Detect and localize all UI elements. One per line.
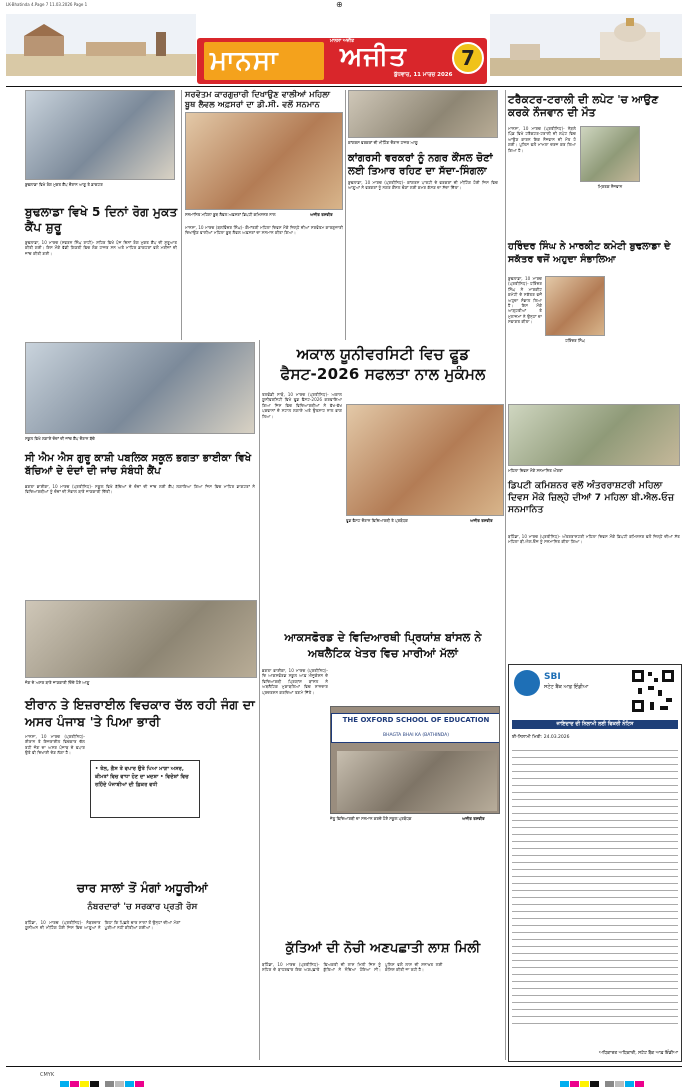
- masthead-left-photo: [6, 14, 196, 76]
- women-honour-body: ਮਾਨਸਾ, 10 ਮਾਰਚ (ਬਲਵਿੰਦਰ ਸਿੰਘ)- ਕੌਮਾਂਤਰੀ ਮਹਿਲਾ ਦਿਵਸ ਮੌਕੇ ਜ਼ਿਲ੍ਹੇ ਦੀਆਂ ਸਰਵੋਤਮ ਕਾਰਗੁਜ਼ਾਰੀ ਦਿਖਾਉਣ ਵਾਲੀਆਂ ਮਹਿਲਾ ਬੂਥ ਲੈਵਲ ਅਫ਼ਸਰਾਂ ਦਾ ਸਨਮਾਨ ਕੀਤਾ ਗਿਆ।: [185, 225, 343, 236]
- women-day-headline: ਡਿਪਟੀ ਕਮਿਸ਼ਨਰ ਵਲੋਂ ਅੰਤਰਰਾਸ਼ਟਰੀ ਮਹਿਲਾ ਦਿਵਸ ਮੌਕੇ ਜ਼ਿਲ੍ਹੇ ਦੀਆਂ 7 ਮਹਿਲਾ ਬੀ.ਐਲ.ਓਜ਼ ਸਨਮਾਨਿਤ: [508, 481, 675, 515]
- tractor-body-cont: [580, 194, 680, 232]
- sbi-logo-icon: [514, 670, 540, 696]
- akal-univ-body-cont: [262, 528, 504, 620]
- iran-war-pullquote: • ਤੇਲ, ਗੈਸ ਤੇ ਵਪਾਰ ਉਤੇ ਪਿਆ ਮਾੜਾ ਅਸਰ, ਕੀਮਤਾਂ ਵਿਚ ਵਾਧਾ ਹੋਣ ਦਾ ਖ਼ਦਸ਼ਾ • ਵਿਦੇਸ਼ਾਂ ਵਿਚ ਰਹਿੰਦੇ ਪੰਜਾਬੀਆਂ ਦੀ ਫ਼ਿਕਰ ਵਧੀ: [90, 760, 200, 818]
- masthead-rule: [6, 86, 682, 87]
- masthead-right-word: ਅਜੀਤ: [340, 42, 407, 72]
- akal-univ-photo: [346, 404, 504, 516]
- color-bar: [560, 1072, 645, 1089]
- akal-univ-body: ਤਲਵੰਡੀ ਸਾਬੋ, 10 ਮਾਰਚ (ਪ੍ਰਤੀਨਿਧ)- ਅਕਾਲ ਯੂਨੀਵਰਸਿਟੀ ਵਿਖੇ ਫੂਡ ਫੈਸਟ-2026 ਕਰਵਾਇਆ ਗਿਆ ਜਿਸ ਵਿਚ ਵਿਦਿਆਰਥੀਆਂ ਨੇ ਵੱਖ-ਵੱਖ ਪਕਵਾਨਾਂ ਦੇ ਸਟਾਲ ਲਗਾਏ ਅਤੇ ਉਤਸ਼ਾਹ ਨਾਲ ਭਾਗ ਲਿਆ।: [262, 392, 342, 419]
- oxford-banner: THE OXFORD SCHOOL OF EDUCATION: [342, 716, 490, 724]
- harinder-portrait: [545, 276, 605, 336]
- harinder-headline: ਹਰਿੰਦਰ ਸਿੰਘ ਨੇ ਮਾਰਕੀਟ ਕਮੇਟੀ ਬੁਢਲਾਡਾ ਦੇ ਸਕੱਤਰ ਵਜੋਂ ਅਹੁਦਾ ਸੰਭਾਲਿਆ: [508, 241, 671, 265]
- tractor-headline: ਟਰੈਕਟਰ-ਟਰਾਲੀ ਦੀ ਲਪੇਟ 'ਚ ਆਉਣ ਕਰਕੇ ਨੌਜਵਾਨ ਦੀ ਮੌਤ: [508, 94, 659, 119]
- sbi-footer: ਅਧਿਕਾਰਤ ਅਧਿਕਾਰੀ, ਸਟੇਟ ਬੈਂਕ ਆਫ਼ ਇੰਡੀਆ: [599, 1051, 678, 1056]
- buds-camp-photo-caption: ਬੁਢਲਾਡਾ ਵਿਖੇ ਰੋਗ ਮੁਕਤ ਕੈਂਪ ਦੌਰਾਨ ਆਗੂ ਤੇ ਡਾਕਟਰ: [25, 182, 103, 187]
- sbi-notice-table: [512, 744, 678, 1044]
- iran-war-headline: ਈਰਾਨ ਤੇ ਇਜ਼ਰਾਈਲ ਵਿਚਕਾਰ ਚੱਲ ਰਹੀ ਜੰਗ ਦਾ ਅਸਰ ਪੰਜਾਬ 'ਤੇ ਪਿਆ ਭਾਰੀ: [25, 697, 255, 729]
- iran-war-body-cont: [204, 734, 260, 864]
- women-day-photo: [508, 404, 680, 466]
- harinder-body-cont: [608, 276, 680, 400]
- oxford-headline: ਆਕਸਫੋਰਡ ਦੇ ਵਿਦਿਆਰਥੀ ਪ੍ਰਿਯਾਂਸ਼ ਬਾਂਸਲ ਨੇ ਅਥਲੈਟਿਕ ਖੇਤਰ ਵਿਚ ਮਾਰੀਆਂ ਮੱਲਾਂ: [284, 631, 482, 660]
- column-rule: [259, 340, 260, 1060]
- column-rule: [505, 90, 506, 1060]
- tractor-body: ਮਾਨਸਾ, 10 ਮਾਰਚ (ਪ੍ਰਤੀਨਿਧ)- ਨੇੜਲੇ ਪਿੰਡ ਵਿਖੇ ਟਰੈਕਟਰ-ਟਰਾਲੀ ਦੀ ਲਪੇਟ ਵਿਚ ਆਉਣ ਕਾਰਨ ਇਕ ਨੌਜਵਾਨ ਦੀ ਮੌਤ ਹੋ ਗਈ। ਪੁਲਿਸ ਵਲੋਂ ਮਾਮਲਾ ਦਰਜ ਕਰ ਲਿਆ ਗਿਆ ਹੈ।: [508, 126, 576, 153]
- masthead-right-photo: [490, 14, 682, 76]
- qr-code-icon: [630, 668, 676, 714]
- masthead-left-word: ਮਾਨਸਾ: [210, 46, 279, 76]
- footer-rule: [6, 1066, 682, 1067]
- oxford-body: ਭਗਤਾ ਭਾਈਕਾ, 10 ਮਾਰਚ (ਪ੍ਰਤੀਨਿਧ)- ਦਿ ਆਕਸਫੋਰਡ ਸਕੂਲ ਆਫ਼ ਐਜੂਕੇਸ਼ਨ ਦੇ ਵਿਦਿਆਰਥੀ ਪ੍ਰਿਯਾਂਸ਼ ਬਾਂਸਲ ਨੇ ਅਥਲੈਟਿਕ ਮੁਕਾਬਲਿਆਂ ਵਿਚ ਸ਼ਾਨਦਾਰ ਪ੍ਰਦਰਸ਼ਨ ਕਰਦਿਆਂ ਤਗਮੇ ਜਿੱਤੇ।: [262, 668, 328, 695]
- akal-univ-headline: ਅਕਾਲ ਯੂਨੀਵਰਸਿਟੀ ਵਿਚ ਫੂਡ ਫੈਸਟ-2026 ਸਫਲਤਾ ਨਾਲ ਮੁਕੰਮਲ: [280, 345, 486, 383]
- oxford-caption: ਜੇਤੂ ਵਿਦਿਆਰਥੀ ਦਾ ਸਨਮਾਨ ਕਰਦੇ ਹੋਏ ਸਕੂਲ ਪ੍ਰਬੰਧਕ: [330, 816, 412, 821]
- page-number: 7: [461, 46, 475, 70]
- akal-univ-caption: ਫੂਡ ਫੈਸਟ ਦੌਰਾਨ ਵਿਦਿਆਰਥੀ ਤੇ ਪ੍ਰਬੰਧਕ: [346, 518, 408, 523]
- sbi-title: ਸਟੇਟ ਬੈਂਕ ਆਫ਼ ਇੰਡੀਆ: [544, 684, 589, 690]
- color-bar: [60, 1072, 145, 1089]
- women-honour-caption: ਸਨਮਾਨਿਤ ਮਹਿਲਾ ਬੂਥ ਲੈਵਲ ਅਫ਼ਸਰਾਂ ਡਿਪਟੀ ਕਮਿਸ਼ਨਰ ਨਾਲ: [185, 212, 276, 217]
- sbi-notice-line: ਈ-ਨਿਲਾਮੀ ਮਿਤੀ: 24.03.2026: [512, 735, 570, 740]
- column-rule: [181, 90, 182, 340]
- women-day-body: ਬਠਿੰਡਾ, 10 ਮਾਰਚ (ਪ੍ਰਤੀਨਿਧ)- ਅੰਤਰਰਾਸ਼ਟਰੀ ਮਹਿਲਾ ਦਿਵਸ ਮੌਕੇ ਡਿਪਟੀ ਕਮਿਸ਼ਨਰ ਵਲੋਂ ਜ਼ਿਲ੍ਹੇ ਦੀਆਂ ਸੱਤ ਮਹਿਲਾ ਬੀ.ਐਲ.ਓਜ਼ ਨੂੰ ਸਨਮਾਨਿਤ ਕੀਤਾ ਗਿਆ।: [508, 534, 680, 545]
- masthead-kicker: ਮਾਨਸਾ ਅਜੀਤ: [330, 39, 354, 44]
- cmyk-label: CMYK: [40, 1072, 55, 1078]
- women-honour-headline: ਸਰਵੋਤਮ ਕਾਰਗੁਜ਼ਾਰੀ ਦਿਖਾਉਣ ਵਾਲੀਆਂ ਮਹਿਲਾ ਬੂਥ ਲੈਵਲ ਅਫ਼ਸਰਾਂ ਦਾ ਡੀ.ਸੀ. ਵਲੋਂ ਸਨਮਾਨ: [185, 90, 331, 109]
- congress-photo: [348, 90, 498, 138]
- buds-camp-photo: [25, 90, 175, 180]
- women-honour-photo: [185, 112, 343, 210]
- congress-body: ਬੁਢਲਾਡਾ, 10 ਮਾਰਚ (ਪ੍ਰਤੀਨਿਧ)- ਕਾਂਗਰਸ ਪਾਰਟੀ ਦੇ ਵਰਕਰਾਂ ਦੀ ਮੀਟਿੰਗ ਹੋਈ ਜਿਸ ਵਿਚ ਆਗੂਆਂ ਨੇ ਵਰਕਰਾਂ ਨੂੰ ਨਗਰ ਕੌਂਸਲ ਚੋਣਾਂ ਲਈ ਕਮਰ ਕੱਸਣ ਦਾ ਸੱਦਾ ਦਿੱਤਾ।: [348, 180, 498, 191]
- iran-war-photo: [25, 600, 257, 678]
- page-slug: LK-Bhatinda 4.Page 7 11.03.2026 Page 1: [6, 2, 88, 7]
- buds-camp-headline: ਬੁਢਲਾਡਾ ਵਿਖੇ 5 ਦਿਨਾਂ ਰੋਗ ਮੁਕਤ ਕੈਂਪ ਸ਼ੁਰੂ: [25, 205, 178, 234]
- oxford-photo: [330, 706, 500, 814]
- dogs-headline: ਕੁੱਤਿਆਂ ਦੀ ਨੋਚੀ ਅਣਪਛਾਤੀ ਲਾਸ਼ ਮਿਲੀ: [285, 941, 481, 956]
- oxford-body-cont: [330, 830, 504, 930]
- school-camp-headline: ਸੀ ਐਮ ਐਸ ਗੁਰੂ ਕਾਸ਼ੀ ਪਬਲਿਕ ਸਕੂਲ ਭਗਤਾ ਭਾਈਕਾ ਵਿਖੇ ਬੱਚਿਆਂ ਦੇ ਦੰਦਾਂ ਦੀ ਜਾਂਚ ਸੰਬੰਧੀ ਕੈਂਪ: [25, 453, 252, 477]
- women-honour-byline: ਅਜੀਤ ਤਸਵੀਰ: [310, 212, 333, 217]
- sbi-subtitle: ਜਾਇਦਾਦ ਦੀ ਨਿਲਾਮੀ ਲਈ ਵਿਕਰੀ ਨੋਟਿਸ: [556, 721, 634, 727]
- sbi-brand: SBI: [544, 672, 561, 682]
- numberdars-subhead: ਨੰਬਰਦਾਰਾਂ 'ਚ ਸਰਕਾਰ ਪ੍ਰਤੀ ਰੋਸ: [87, 902, 198, 912]
- women-day-caption: ਮਹਿਲਾ ਦਿਵਸ ਮੌਕੇ ਸਨਮਾਨਿਤ ਔਰਤਾਂ: [508, 468, 563, 473]
- akal-univ-byline: ਅਜੀਤ ਤਸਵੀਰ: [470, 518, 493, 523]
- numberdars-headline: ਚਾਰ ਸਾਲਾਂ ਤੋਂ ਮੰਗਾਂ ਅਧੂਰੀਆਂ: [77, 881, 208, 895]
- congress-headline: ਕਾਂਗਰਸੀ ਵਰਕਰਾਂ ਨੂੰ ਨਗਰ ਕੌਂਸਲ ਚੋਣਾਂ ਲਈ ਤਿਆਰ ਰਹਿਣ ਦਾ ਸੱਦਾ-ਸਿੰਗਲਾ: [348, 153, 493, 177]
- tractor-portrait: [580, 126, 640, 182]
- harinder-portrait-caption: ਹਰਿੰਦਰ ਸਿੰਘ: [565, 338, 585, 343]
- numberdars-body: ਬਠਿੰਡਾ, 10 ਮਾਰਚ (ਪ੍ਰਤੀਨਿਧ)- ਨੰਬਰਦਾਰ ਯੂਨੀਅਨ ਦੀ ਮੀਟਿੰਗ ਹੋਈ ਜਿਸ ਵਿਚ ਆਗੂਆਂ ਨੇ ਕਿਹਾ ਕਿ ਪਿਛਲੇ ਚਾਰ ਸਾਲਾਂ ਤੋਂ ਉਨ੍ਹਾਂ ਦੀਆਂ ਮੰਗਾਂ ਪੂਰੀਆਂ ਨਹੀਂ ਕੀਤੀਆਂ ਗਈਆਂ।: [25, 920, 181, 931]
- iran-war-body: ਮਾਨਸਾ, 10 ਮਾਰਚ (ਪ੍ਰਤੀਨਿਧ)- ਈਰਾਨ ਤੇ ਇਜ਼ਰਾਈਲ ਵਿਚਕਾਰ ਚੱਲ ਰਹੀ ਜੰਗ ਦਾ ਅਸਰ ਪੰਜਾਬ ਦੇ ਵਪਾਰ ਉਤੇ ਵੀ ਦਿਖਾਈ ਦੇਣ ਲੱਗਾ ਹੈ।: [25, 734, 85, 756]
- school-camp-caption: ਸਕੂਲ ਵਿਖੇ ਲਗਾਏ ਦੰਦਾਂ ਦੀ ਜਾਂਚ ਕੈਂਪ ਦੌਰਾਨ ਬੱਚੇ: [25, 436, 95, 441]
- school-camp-body: ਭਗਤਾ ਭਾਈਕਾ, 10 ਮਾਰਚ (ਪ੍ਰਤੀਨਿਧ)- ਸਕੂਲ ਵਿਖੇ ਬੱਚਿਆਂ ਦੇ ਦੰਦਾਂ ਦੀ ਜਾਂਚ ਲਈ ਕੈਂਪ ਲਗਾਇਆ ਗਿਆ ਜਿਸ ਵਿਚ ਮਾਹਿਰ ਡਾਕਟਰਾਂ ਨੇ ਵਿਦਿਆਰਥੀਆਂ ਨੂੰ ਦੰਦਾਂ ਦੀ ਸੰਭਾਲ ਬਾਰੇ ਜਾਣਕਾਰੀ ਦਿੱਤੀ।: [25, 484, 255, 495]
- dogs-body: ਬਠਿੰਡਾ, 10 ਮਾਰਚ (ਪ੍ਰਤੀਨਿਧ)- ਸ਼ਹਿਰ ਦੇ ਬਾਹਰਵਾਰ ਇਕ ਅਣਪਛਾਤੇ ਵਿਅਕਤੀ ਦੀ ਲਾਸ਼ ਮਿਲੀ ਜਿਸ ਨੂੰ ਕੁੱਤਿਆਂ ਨੇ ਨੋਚਿਆ ਹੋਇਆ ਸੀ। ਪੁਲਿਸ ਵਲੋਂ ਲਾਸ਼ ਦੀ ਸ਼ਨਾਖ਼ਤ ਲਈ ਕੋਸ਼ਿਸ਼ ਕੀਤੀ ਜਾ ਰਹੀ ਹੈ।: [262, 962, 443, 973]
- school-camp-photo: [25, 342, 255, 434]
- congress-photo-caption: ਕਾਂਗਰਸ ਵਰਕਰਾਂ ਦੀ ਮੀਟਿੰਗ ਦੌਰਾਨ ਹਾਜ਼ਰ ਆਗੂ: [348, 140, 418, 145]
- oxford-banner-sub: BHAGTA BHAI KA (BATHINDA): [382, 733, 449, 738]
- column-rule: [345, 90, 346, 340]
- buds-camp-body: ਬੁਢਲਾਡਾ, 10 ਮਾਰਚ (ਸਵਰਨ ਸਿੰਘ ਰਾਹੀ)- ਸ਼ਹਿਰ ਵਿਖੇ ਪੰਜ ਦਿਨਾਂ ਰੋਗ ਮੁਕਤ ਕੈਂਪ ਦੀ ਸ਼ੁਰੂਆਤ ਕੀਤੀ ਗਈ। ਇਸ ਮੌਕੇ ਵੱਡੀ ਗਿਣਤੀ ਵਿਚ ਲੋਕ ਹਾਜ਼ਰ ਸਨ ਅਤੇ ਮਾਹਿਰ ਡਾਕਟਰਾਂ ਵਲੋਂ ਮਰੀਜ਼ਾਂ ਦੀ ਜਾਂਚ ਕੀਤੀ ਗਈ।: [25, 240, 177, 256]
- masthead-date: ਬੁੱਧਵਾਰ, 11 ਮਾਰਚ 2026: [394, 72, 453, 78]
- iran-war-caption: ਜੰਗ ਦੇ ਅਸਰ ਬਾਰੇ ਜਾਣਕਾਰੀ ਦਿੰਦੇ ਹੋਏ ਆਗੂ: [25, 680, 90, 685]
- tractor-portrait-caption: ਮ੍ਰਿਤਕ ਨੌਜਵਾਨ: [597, 184, 623, 189]
- registration-mark: ⊕: [336, 0, 343, 9]
- harinder-body: ਬੁਢਲਾਡਾ, 10 ਮਾਰਚ (ਪ੍ਰਤੀਨਿਧ)- ਹਰਿੰਦਰ ਸਿੰਘ ਨੇ ਮਾਰਕੀਟ ਕਮੇਟੀ ਦੇ ਸਕੱਤਰ ਵਜੋਂ ਅਹੁਦਾ ਸੰਭਾਲ ਲਿਆ ਹੈ। ਇਸ ਮੌਕੇ ਆੜ੍ਹਤੀਆਂ ਤੇ ਮੁਲਾਜ਼ਮਾਂ ਨੇ ਉਨ੍ਹਾਂ ਦਾ ਸਵਾਗਤ ਕੀਤਾ।: [508, 276, 542, 325]
- oxford-byline: ਅਜੀਤ ਤਸਵੀਰ: [462, 816, 485, 821]
